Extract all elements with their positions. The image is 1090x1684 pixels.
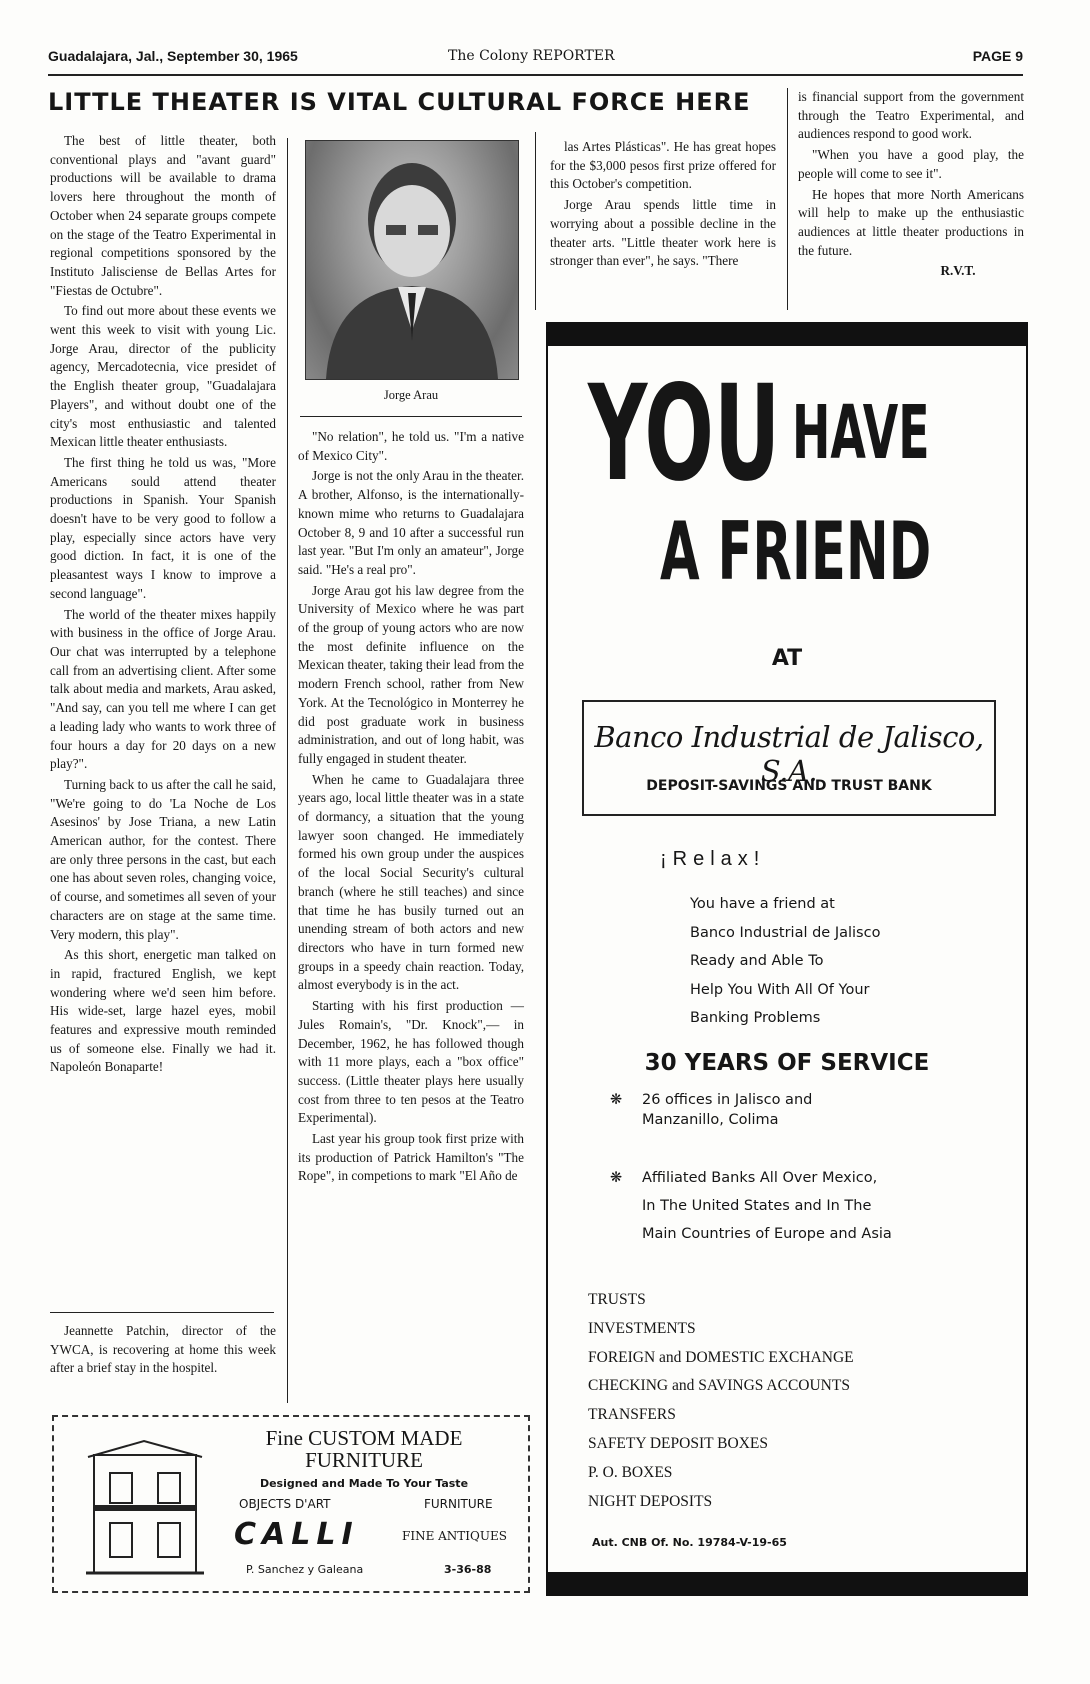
ad-border-bottom [548, 1572, 1026, 1594]
headline-line-2: FURNITURE [305, 1448, 423, 1472]
article-headline: LITTLE THEATER IS VITAL CULTURAL FORCE HERE [48, 88, 751, 116]
column-divider [50, 1312, 274, 1313]
bank-name-script: Banco Industrial de Jalisco, S.A. [594, 720, 984, 788]
bank-advertisement [546, 322, 1028, 1596]
page-number: PAGE 9 [972, 48, 1023, 64]
paragraph: Starting with his first production —Jules Romain's, "Dr. Knock",— in December, 1962, he has followed though with 11 more plays, each a "box office" success. (Little theater plays here usually cost from three to ten pesos at the Teatro Experimental). [298, 998, 524, 1126]
pitch-line: You have a friend at [690, 896, 835, 912]
affiliated-line-1: Affiliated Banks All Over Mexico, [642, 1170, 878, 1186]
portrait-photo [305, 140, 519, 380]
article-column-3 [550, 138, 776, 273]
column-rule [287, 138, 288, 1403]
brief-news-item [50, 1322, 276, 1380]
paragraph: Jorge Arau spends little time in worrying about a possible decline in the theater arts. "Little theater work here is stronger than ever", he says. "There [550, 197, 776, 269]
paragraph: As this short, energetic man talked on in rapid, fractured English, we kept wondering where we'd seen him before. His wide-set, large hazel eyes, mobil features and expressive mouth reminded us of someone else. Finally we had it. Napoleón Bonaparte! [50, 947, 276, 1075]
column-rule [787, 88, 788, 310]
paragraph: "When you have a good play, the people will come to see it". [798, 147, 1024, 181]
service-item: TRANSFERS [588, 1406, 676, 1424]
newspaper-name: The Colony REPORTER [448, 48, 615, 64]
service-item: SAFETY DEPOSIT BOXES [588, 1434, 768, 1452]
caption-rule [300, 416, 522, 417]
headline-line-1: Fine CUSTOM MADE [265, 1426, 463, 1450]
service-item: TRUSTS [588, 1291, 646, 1308]
ad-at: AT [771, 646, 803, 671]
offices-line-1: 26 offices in Jalisco and [642, 1092, 813, 1108]
paragraph: las Artes Plásticas". He has great hopes for the $3,000 pesos first prize offered for this October's competition. [550, 139, 776, 192]
paragraph: The best of little theater, both conventional plays and "avant guard" productions will be available to drama lovers here throughout the month of October when 24 separate groups compete on the stage of the Teatro Experimental in regional competitions sponsored by the Instituto Jalisciense de Bellas Artes for "Fiestas de Octubre". [50, 133, 276, 298]
furniture-headline [214, 1427, 514, 1471]
pitch-line: Ready and Able To [690, 953, 824, 969]
furniture-tagline: Designed and Made To Your Taste [259, 1477, 469, 1490]
photo-caption: Jorge Arau [383, 388, 439, 402]
years-of-service: 30 YEARS OF SERVICE [644, 1050, 930, 1076]
paragraph: Last year his group took first prize with its production of Patrick Hamilton's "The Rope", in competions to mark "El Año de [298, 1131, 524, 1184]
services-list [588, 1286, 854, 1516]
pitch-line: Help You With All Of Your [690, 981, 870, 998]
objects-dart-label: OBJECTS D'ART [239, 1497, 331, 1511]
colonial-building-icon [80, 1439, 210, 1577]
paragraph: The world of the theater mixes happily with business in the office of Jorge Arau. Our chat was interrupted by a telephone call from an advertising client. After some talk about media and markets, Arau asked, "And say, can you tell me where I can get a leading lady who wants to work three of four hours a day for 20 days on a new play?". [50, 606, 276, 772]
dateline: Guadalajara, Jal., September 30, 1965 [48, 48, 298, 64]
furniture-phone: 3-36-88 [444, 1563, 492, 1576]
relax-tagline: ¡Relax! [660, 848, 766, 870]
ad-headline-you: YOU [588, 357, 781, 511]
furniture-address: P. Sanchez y Galeana [246, 1563, 364, 1576]
affiliated-line-3: Main Countries of Europe and Asia [642, 1226, 892, 1242]
masthead [48, 48, 1023, 70]
ad-border-top [548, 324, 1026, 346]
paragraph: Jorge Arau got his law degree from the University of Mexico where he was part of the group of young actors who are now the most definite influence on the Mexican theater, taking their lead from the modern French school, rather from New York. At the Tecnológico in Monterrey he did post graduate work in business administration, and out of long habit, was fully engaged in student theater. [298, 582, 524, 766]
service-item: FOREIGN and DOMESTIC EXCHANGE [588, 1348, 854, 1366]
service-item: INVESTMENTS [588, 1319, 696, 1337]
pitch-line: Banco Industrial de Jalisco [690, 924, 881, 941]
paragraph: To find out more about these events we went this week to visit with young Lic. Jorge Arau, director of the publicity agency, Mercadotecnia, vice presidet of the English theater group, "Guadalajara Players", and without doubt one of the city's most enthusiastic and talented Mexican little theater enthusiasts. [50, 303, 276, 450]
offices-item [610, 1090, 812, 1130]
paragraph: He hopes that more North Americans will help to make up the enthusiastic audiences at little theater productions in the future. [798, 186, 1024, 258]
authorization-number: Aut. CNB Of. No. 19784-V-19-65 [592, 1536, 787, 1549]
ad-headline-have: HAVE [792, 390, 930, 476]
ad-pitch [690, 890, 880, 1033]
article-column-4 [798, 88, 1024, 283]
portrait-figure-icon [306, 141, 518, 379]
service-item: P. O. BOXES [588, 1463, 673, 1481]
paragraph: When he came to Guadalajara three years ago, local little theater was in a state of dormancy, a situation that the young lawyer soon changed. He immediately formed his own group under the auspices of the local Social Security's cultural branch (where he still teaches) and since that time he has busily turned out an unending stream of both actors and new directors who have in turn formed new groups in a speedy chain reaction. Today, almost everybody is in the act. [298, 771, 524, 993]
masthead-rule [48, 74, 1023, 76]
service-item: CHECKING and SAVINGS ACCOUNTS [588, 1377, 850, 1395]
offices-line-2: Manzanillo, Colima [642, 1112, 779, 1128]
affiliated-line-2: In The United States and In The [642, 1198, 872, 1214]
bullet-icon: ❋ [610, 1170, 623, 1186]
bullet-icon: ❋ [610, 1092, 623, 1108]
article-column-2 [298, 428, 524, 1188]
paragraph: Turning back to us after the call he said, "We're going to do 'La Noche de Los Asesinos' by Jose Triana, a new Latin American author, for the contest. There are only three persons in the cast, but each one has about seven roles, changing voice, of course, and sometimes all seven of your characters are on stage at the same time. Very modern, this play". [50, 776, 276, 942]
column-rule [535, 132, 536, 310]
ad-headline-a-friend: A FRIEND [660, 505, 932, 598]
paragraph: is financial support from the government through the Teatro Experimental, and audiences respond to good work. [798, 89, 1024, 142]
calli-brand: CALLI [234, 1517, 359, 1552]
bank-type: DEPOSIT-SAVINGS AND TRUST BANK [646, 778, 932, 794]
byline: R.V.T. [940, 263, 976, 279]
fine-antiques-label: FINE ANTIQUES [402, 1529, 507, 1543]
bank-name-box [582, 700, 996, 816]
paragraph: Jorge is not the only Arau in the theater. A brother, Alfonso, is the internationally-known mime who returns to Guadalajara October 8, 9 and 10 after a successful run last year. "But I'm only an amateur", Jorge said. "He's a real pro". [298, 468, 524, 577]
article-column-1 [50, 132, 276, 1079]
furniture-label: FURNITURE [424, 1497, 493, 1511]
pitch-line: Banking Problems [690, 1010, 821, 1026]
paragraph: "No relation", he told us. "I'm a native of Mexico City". [298, 429, 524, 463]
paragraph: The first thing he told us was, "More Americans sould attend theater productions in Spanish. Your Spanish doesn't have to be very good to follow a play, especially since actors have very good diction. In fact, it is one of the pleasantest ways I know to improve a second language". [50, 454, 276, 601]
service-item: NIGHT DEPOSITS [588, 1492, 713, 1510]
paragraph: Jeannette Patchin, director of the YWCA, is recovering at home this week after a brief stay in the hospitel. [50, 1323, 276, 1376]
furniture-advertisement [52, 1415, 530, 1593]
affiliated-item [610, 1164, 892, 1248]
